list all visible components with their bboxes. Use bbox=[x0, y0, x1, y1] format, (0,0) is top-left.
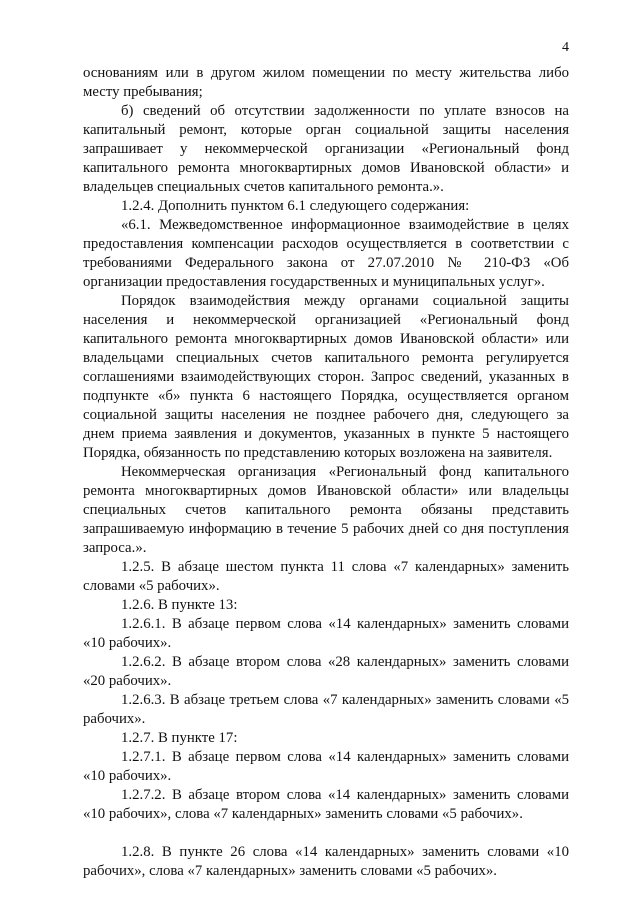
paragraph-nonprofit-obligation: Некоммерческая организация «Региональный фонд капитального ремонта многоквартирных домов Ивановской области» или владельцы специальных счетов капитального ремонта обязаны представить запрашиваемую информацию в течение 5 рабочих дней со дня поступления запроса.». bbox=[83, 464, 569, 556]
document-body bbox=[83, 64, 569, 881]
paragraph-1-2-5: 1.2.5. В абзаце шестом пункта 11 слова «7 календарных» заменить словами «5 рабочих». bbox=[83, 559, 569, 594]
paragraph-6-1: «6.1. Межведомственное информационное взаимодействие в целях предоставления компенсации расходов осуществляется в соответствии с требованиями Федерального закона от 27.07.2010 № 210-ФЗ «Об организации предоставления государственных и муниципальных услуг». bbox=[83, 217, 569, 290]
paragraph-subpoint-b: б) сведений об отсутствии задолженности по уплате взносов на капитальный ремонт, которые орган социальной защиты населения запрашивает у некоммерческой организации «Региональный фонд капитального ремонта многоквартирных домов Ивановской области» и владельцев специальных счетов капитального ремонта.». bbox=[83, 103, 569, 195]
paragraph-1-2-8: 1.2.8. В пункте 26 слова «14 календарных» заменить словами «10 рабочих», слова «7 календарных» заменить словами «5 рабочих». bbox=[83, 844, 569, 879]
paragraph-1-2-7-2: 1.2.7.2. В абзаце втором слова «14 календарных» заменить словами «10 рабочих», слова «7 календарных» заменить словами «5 рабочих». bbox=[83, 787, 569, 822]
paragraph-interaction-procedure: Порядок взаимодействия между органами социальной защиты населения и некоммерческой организацией «Региональный фонд капитального ремонта многоквартирных домов Ивановской области» или владельцами специальных счетов капитального ремонта регулируется соглашениями взаимодействующих сторон. Запрос сведений, указанных в подпункте «б» пункта 6 настоящего Порядка, осуществляется органом социальной защиты населения не позднее рабочего дня, следующего за днем приема заявления и документов, указанных в пункте 5 настоящего Порядка, обязанность по представлению которых возложена на заявителя. bbox=[83, 293, 569, 461]
paragraph-1-2-7: 1.2.7. В пункте 17: bbox=[121, 730, 238, 746]
paragraph-1-2-6-1: 1.2.6.1. В абзаце первом слова «14 календарных» заменить словами «10 рабочих». bbox=[83, 616, 569, 651]
paragraph-1-2-6-2: 1.2.6.2. В абзаце втором слова «28 календарных» заменить словами «20 рабочих». bbox=[83, 654, 569, 689]
paragraph-1-2-6-3: 1.2.6.3. В абзаце третьем слова «7 календарных» заменить словами «5 рабочих». bbox=[83, 692, 569, 727]
paragraph-1-2-6: 1.2.6. В пункте 13: bbox=[121, 597, 238, 613]
page-number: 4 bbox=[562, 40, 569, 55]
paragraph-1-2-4: 1.2.4. Дополнить пунктом 6.1 следующего содержания: bbox=[121, 198, 470, 214]
paragraph-continuation: основаниям или в другом жилом помещении по месту жительства либо месту пребывания; bbox=[83, 65, 569, 100]
paragraph-1-2-7-1: 1.2.7.1. В абзаце первом слова «14 календарных» заменить словами «10 рабочих». bbox=[83, 749, 569, 784]
